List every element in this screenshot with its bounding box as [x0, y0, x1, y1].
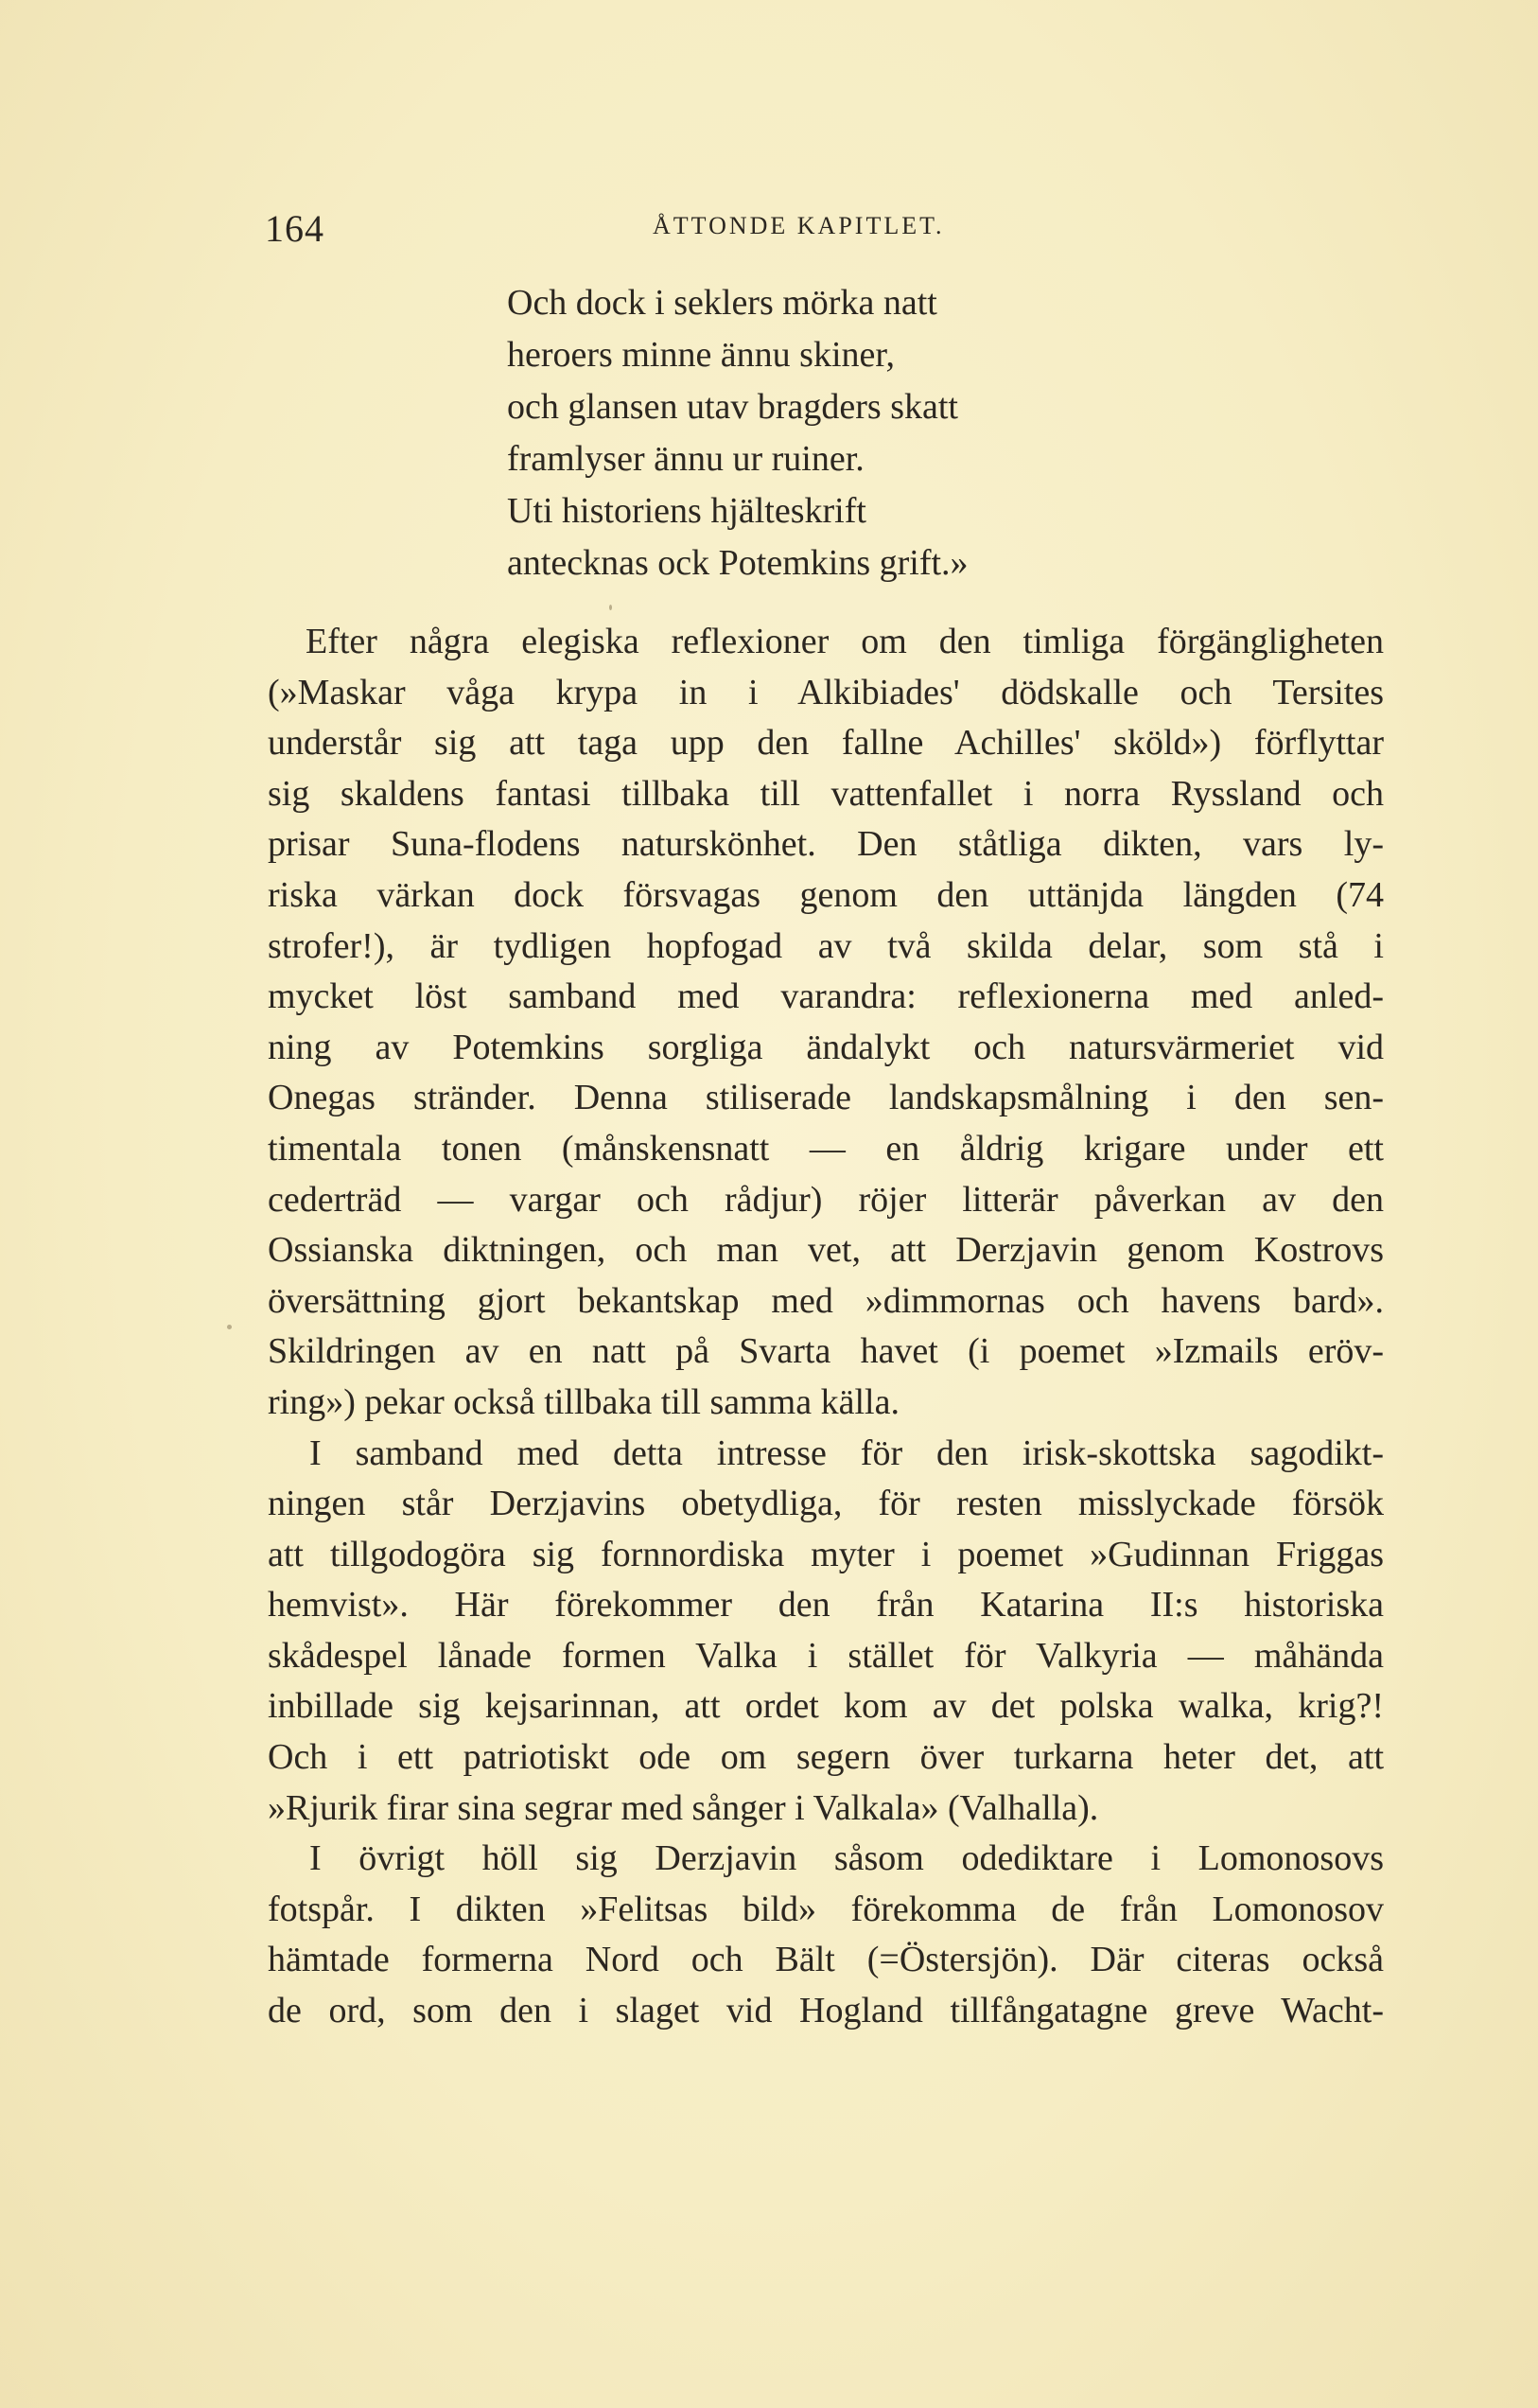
poem-line: Och dock i seklers mörka natt [507, 283, 937, 323]
running-head: ÅTTONDE KAPITLET. [653, 212, 945, 239]
page-number: 164 [265, 207, 324, 250]
text-line: (»Maskar våga krypa in i Alkibiades' dödskalle och Tersites [268, 672, 1384, 712]
poem-line: antecknas ock Potemkins grift.» [507, 543, 969, 583]
page-header [265, 206, 1286, 254]
poem-stanza [507, 277, 1188, 589]
text-line: sig skaldens fantasi tillbaka till vattenfallet i norra Ryssland och [268, 773, 1384, 814]
text-line: hämtade formerna Nord och Bält (=Östersjön). Där citeras också [268, 1940, 1384, 1980]
text-line: mycket löst samband med varandra: reflexionerna med anled- [268, 976, 1384, 1017]
text-line: Och i ett patriotiskt ode om segern över turkarna heter det, att [268, 1737, 1384, 1778]
poem-line: och glansen utav bragders skatt [507, 387, 958, 427]
text-line: »Rjurik firar sina segrar med sånger i Valkala» (Valhalla). [268, 1787, 1099, 1828]
body-text [268, 617, 1384, 2037]
text-line: översättning gjort bekantskap med »dimmornas och havens bard». [268, 1280, 1384, 1321]
text-line: Skildringen av en natt på Svarta havet (i poemet »Izmails eröv- [268, 1331, 1384, 1372]
text-line: prisar Suna-flodens naturskönhet. Den ståtliga dikten, vars ly- [268, 824, 1384, 865]
text-line: inbillade sig kejsarinnan, att ordet kom av det polska walka, krig?! [268, 1686, 1384, 1727]
text-line: riska värkan dock försvagas genom den uttänjda längden (74 [268, 874, 1384, 915]
text-line: att tillgodogöra sig fornnordiska myter i poemet »Gudinnan Friggas [268, 1534, 1384, 1574]
text-line: I övrigt höll sig Derzjavin såsom odediktare i Lomonosovs [309, 1838, 1384, 1879]
text-line: I samband med detta intresse för den irisk-skottska sagodikt- [309, 1432, 1384, 1473]
text-line: de ord, som den i slaget vid Hogland tillfångatagne greve Wacht- [268, 1991, 1384, 2031]
paper-speck [227, 1325, 232, 1329]
paper-speck [609, 605, 612, 610]
text-line: ningen står Derzjavins obetydliga, för resten misslyckade försök [268, 1484, 1384, 1524]
text-line: ring») pekar också tillbaka till samma källa. [268, 1381, 900, 1422]
text-line: strofer!), är tydligen hopfogad av två skilda delar, som stå i [268, 925, 1384, 966]
text-line: Onegas stränder. Denna stiliserade landskapsmålning i den sen- [268, 1078, 1384, 1118]
text-line: hemvist». Här förekommer den från Katarina II:s historiska [268, 1585, 1384, 1626]
poem-line: framlyser ännu ur ruiner. [507, 439, 865, 479]
text-line: timentala tonen (månskensnatt — en åldrig krigare under ett [268, 1128, 1384, 1169]
text-line: Ossianska diktningen, och man vet, att Derzjavin genom Kostrovs [268, 1230, 1384, 1271]
text-line: Efter några elegiska reflexioner om den timliga förgängligheten [306, 622, 1384, 661]
text-line: cederträd — vargar och rådjur) röjer litterär påverkan av den [268, 1179, 1384, 1220]
text-line: skådespel lånade formen Valka i stället för Valkyria — måhända [268, 1635, 1384, 1676]
poem-line: heroers minne ännu skiner, [507, 335, 896, 375]
poem-line: Uti historiens hjälteskrift [507, 491, 866, 531]
text-line: ning av Potemkins sorgliga ändalykt och natursvärmeriet vid [268, 1027, 1384, 1067]
text-line: fotspår. I dikten »Felitsas bild» förekomma de från Lomonosov [268, 1889, 1384, 1929]
text-line: understår sig att taga upp den fallne Achilles' sköld») förflyttar [268, 723, 1384, 764]
